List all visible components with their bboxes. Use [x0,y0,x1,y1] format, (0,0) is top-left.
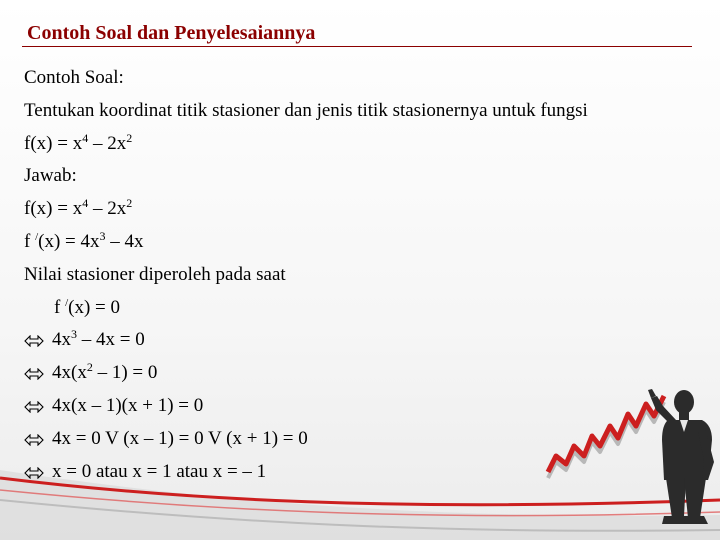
step-text: x = 0 atau x = 1 atau x = – 1 [52,460,267,482]
condition-part: (x) = 0 [68,296,121,318]
function-line [24,128,704,161]
slide-title: Contoh Soal dan Penyelesaiannya [27,22,316,44]
problem-line [24,95,704,128]
step-text: 4x(x – 1)(x + 1) = 0 [52,394,204,416]
function-part: – 2x [88,198,127,220]
step-line-3 [24,390,704,423]
exponent: 3 [71,327,77,342]
double-arrow-icon [24,456,52,489]
step-text: 4x = 0 V (x – 1) = 0 V (x + 1) = 0 [52,427,308,449]
step-part: 4x [52,329,71,351]
double-arrow-icon [24,390,52,423]
function-part: f(x) = x [24,198,83,220]
stationary-text: Nilai stasioner diperoleh pada saat [24,263,286,285]
function-restated-line [24,193,704,226]
step-line-4 [24,423,704,456]
slide-content [24,62,704,488]
function-part: – 2x [88,132,127,154]
step-line-5 [24,456,704,489]
condition-line [24,292,704,325]
answer-label-line [24,160,704,193]
exponent: 3 [99,228,106,243]
double-arrow-icon [24,357,52,390]
derivative-part: – 4x [105,230,144,252]
heading-text: Contoh Soal: [24,67,124,88]
exponent: 4 [82,196,89,211]
function-part: f(x) = x [24,132,83,154]
prime-mark: / [65,296,69,309]
title-underline [22,46,692,47]
step-part: – 1) = 0 [92,362,158,384]
exponent: 2 [126,130,133,145]
answer-label: Jawab: [24,165,77,187]
step-part: 4x(x [52,362,87,384]
derivative-part: (x) = 4x [38,230,100,252]
stationary-text-line [24,259,704,292]
double-arrow-icon [24,423,52,456]
double-arrow-icon [24,324,52,357]
step-line-2 [24,357,704,390]
exponent: 2 [86,360,93,375]
step-line-1 [24,324,704,357]
heading-line [24,62,704,95]
condition-part: f [54,296,66,318]
problem-text: Tentukan koordinat titik stasioner dan jenis titik stasionernya untuk fungsi [24,99,588,121]
derivative-part: f [24,230,36,252]
exponent: 2 [126,196,133,211]
derivative-line [24,226,704,259]
exponent: 4 [82,130,89,145]
step-part: – 4x = 0 [77,329,145,351]
prime-mark: / [35,230,39,243]
